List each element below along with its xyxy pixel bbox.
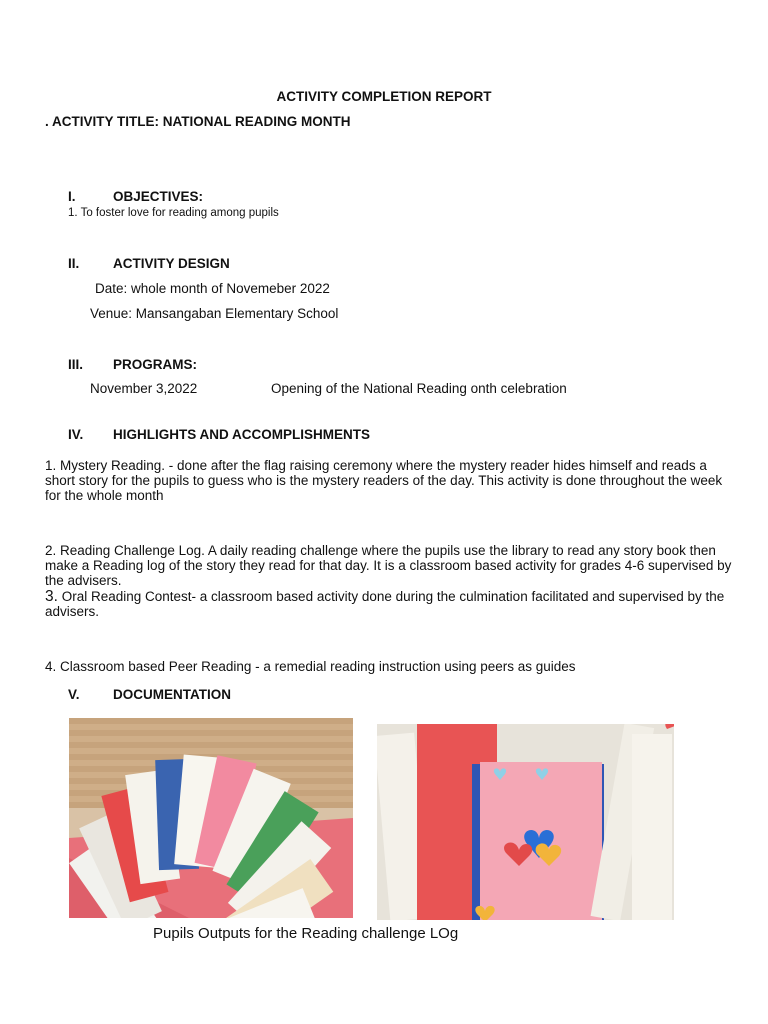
- objectives-number: I.: [68, 189, 76, 204]
- highlight-item-4: 4. Classroom based Peer Reading - a remedial reading instruction using peers as guides: [45, 659, 576, 674]
- objective-item: 1. To foster love for reading among pupils: [68, 207, 279, 219]
- highlight-item-2: 2. Reading Challenge Log. A daily reading challenge where the pupils use the library to read any story book then make a Reading log of the story they read for that day. It is a classroom based activity for grades 4-6 supervised by the advisers.: [45, 543, 732, 588]
- activity-title: . ACTIVITY TITLE: NATIONAL READING MONTH: [45, 114, 351, 129]
- programs-heading: PROGRAMS:: [113, 357, 197, 372]
- design-heading: ACTIVITY DESIGN: [113, 256, 230, 271]
- highlights-number: IV.: [68, 427, 84, 442]
- design-number: II.: [68, 256, 80, 271]
- documentation-caption: Pupils Outputs for the Reading challenge LOg: [153, 925, 459, 942]
- design-venue: Venue: Mansangaban Elementary School: [90, 306, 339, 321]
- highlights-heading: HIGHLIGHTS AND ACCOMPLISHMENTS: [113, 427, 370, 442]
- program-date: November 3,2022: [90, 381, 198, 396]
- documentation-photo-left: [69, 718, 353, 918]
- highlight-item-3-number: 3.: [45, 588, 58, 605]
- highlight-item-3-text: Oral Reading Contest- a classroom based activity done during the culmination facilitated and supervised by the advisers.: [45, 589, 725, 619]
- documentation-heading: DOCUMENTATION: [113, 687, 231, 702]
- highlight-item-1: 1. Mystery Reading. - done after the flag raising ceremony where the mystery reader hides himself and reads a short story for the pupils to guess who is the mystery readers of the day. This activity is done throughout the week for the whole month: [45, 458, 723, 503]
- objectives-heading: OBJECTIVES:: [113, 189, 204, 204]
- program-event: Opening of the National Reading onth celebration: [271, 381, 567, 396]
- programs-number: III.: [68, 357, 84, 372]
- documentation-number: V.: [68, 687, 80, 702]
- report-title: ACTIVITY COMPLETION REPORT: [276, 89, 492, 104]
- highlight-item-3: [45, 589, 735, 619]
- documentation-photo-right: [377, 724, 674, 920]
- design-date: Date: whole month of Novemeber 2022: [95, 281, 330, 296]
